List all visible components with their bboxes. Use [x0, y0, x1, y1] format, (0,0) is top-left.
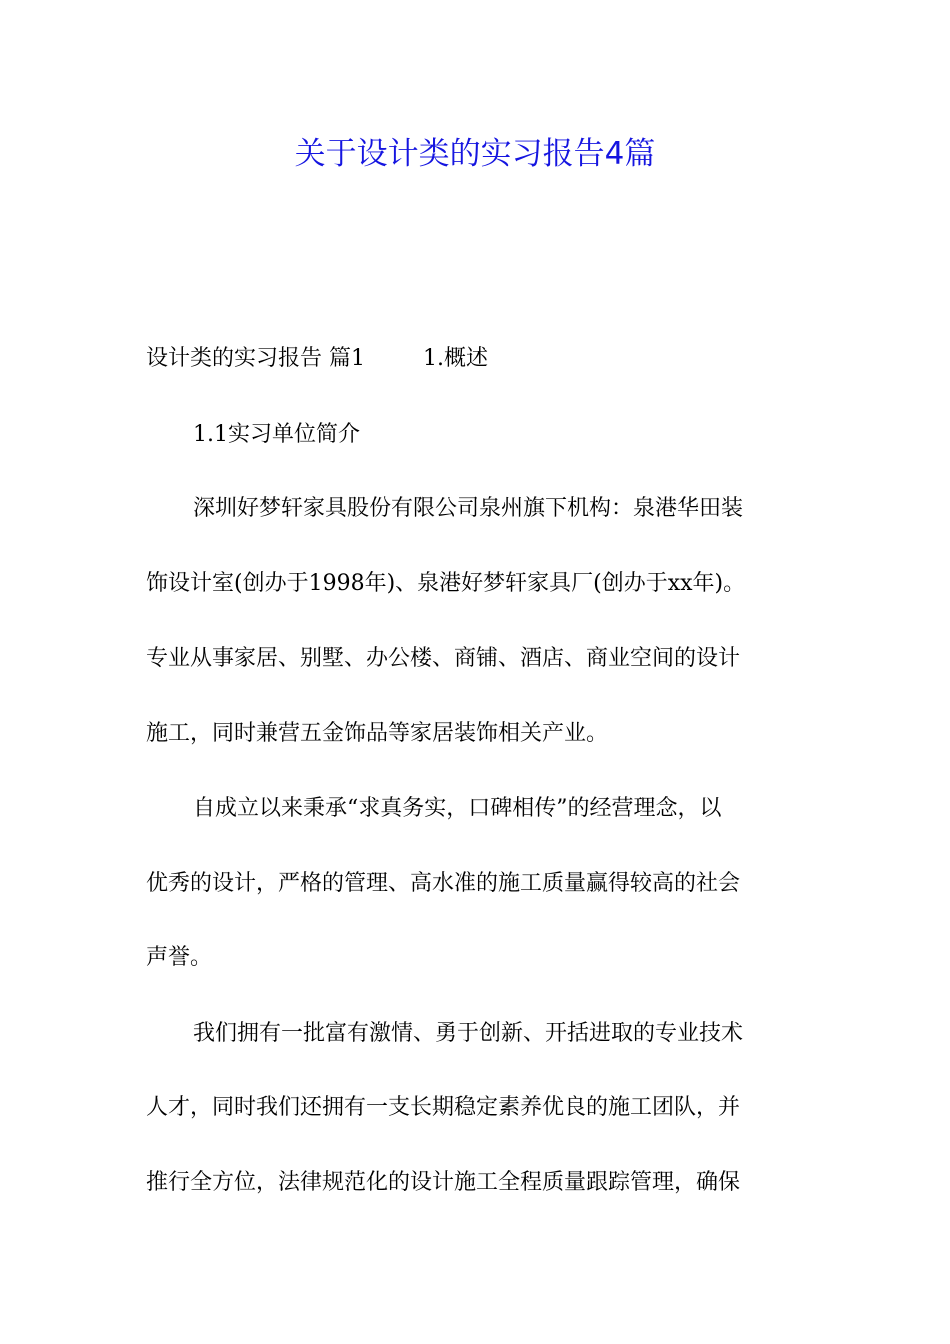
paragraph-line: 声誉。 — [146, 945, 213, 970]
paragraph-line: 专业从事家居、别墅、办公楼、商铺、酒店、商业空间的设计 — [146, 646, 741, 671]
paragraph-line: 人才，同时我们还拥有一支长期稳定素养优良的施工团队，并 — [146, 1095, 741, 1120]
section-heading — [146, 341, 488, 377]
paragraph-line: 自成立以来秉承“求真务实，口碑相传”的经营理念，以 — [193, 796, 722, 821]
paragraph-line: 优秀的设计，严格的管理、高水准的施工质量赢得较高的社会 — [146, 871, 741, 896]
paragraph-line: 我们拥有一批富有激情、勇于创新、开括进取的专业技术 — [193, 1021, 744, 1046]
paragraph-line: 饰设计室(创办于1998年)、泉港好梦轩家具厂(创办于xx年)。 — [146, 571, 746, 596]
subsection-heading: 1.1实习单位简介 — [193, 422, 360, 447]
page-title: 关于设计类的实习报告4篇 — [294, 136, 656, 172]
paragraph-line: 深圳好梦轩家具股份有限公司泉州旗下机构：泉港华田装 — [193, 496, 744, 521]
chapter-heading: 1.概述 — [423, 346, 488, 371]
paragraph-line: 推行全方位，法律规范化的设计施工全程质量跟踪管理，确保 — [146, 1170, 741, 1195]
section-heading-label: 设计类的实习报告 篇1 — [146, 346, 365, 371]
paragraph-line: 施工，同时兼营五金饰品等家居装饰相关产业。 — [146, 721, 609, 746]
